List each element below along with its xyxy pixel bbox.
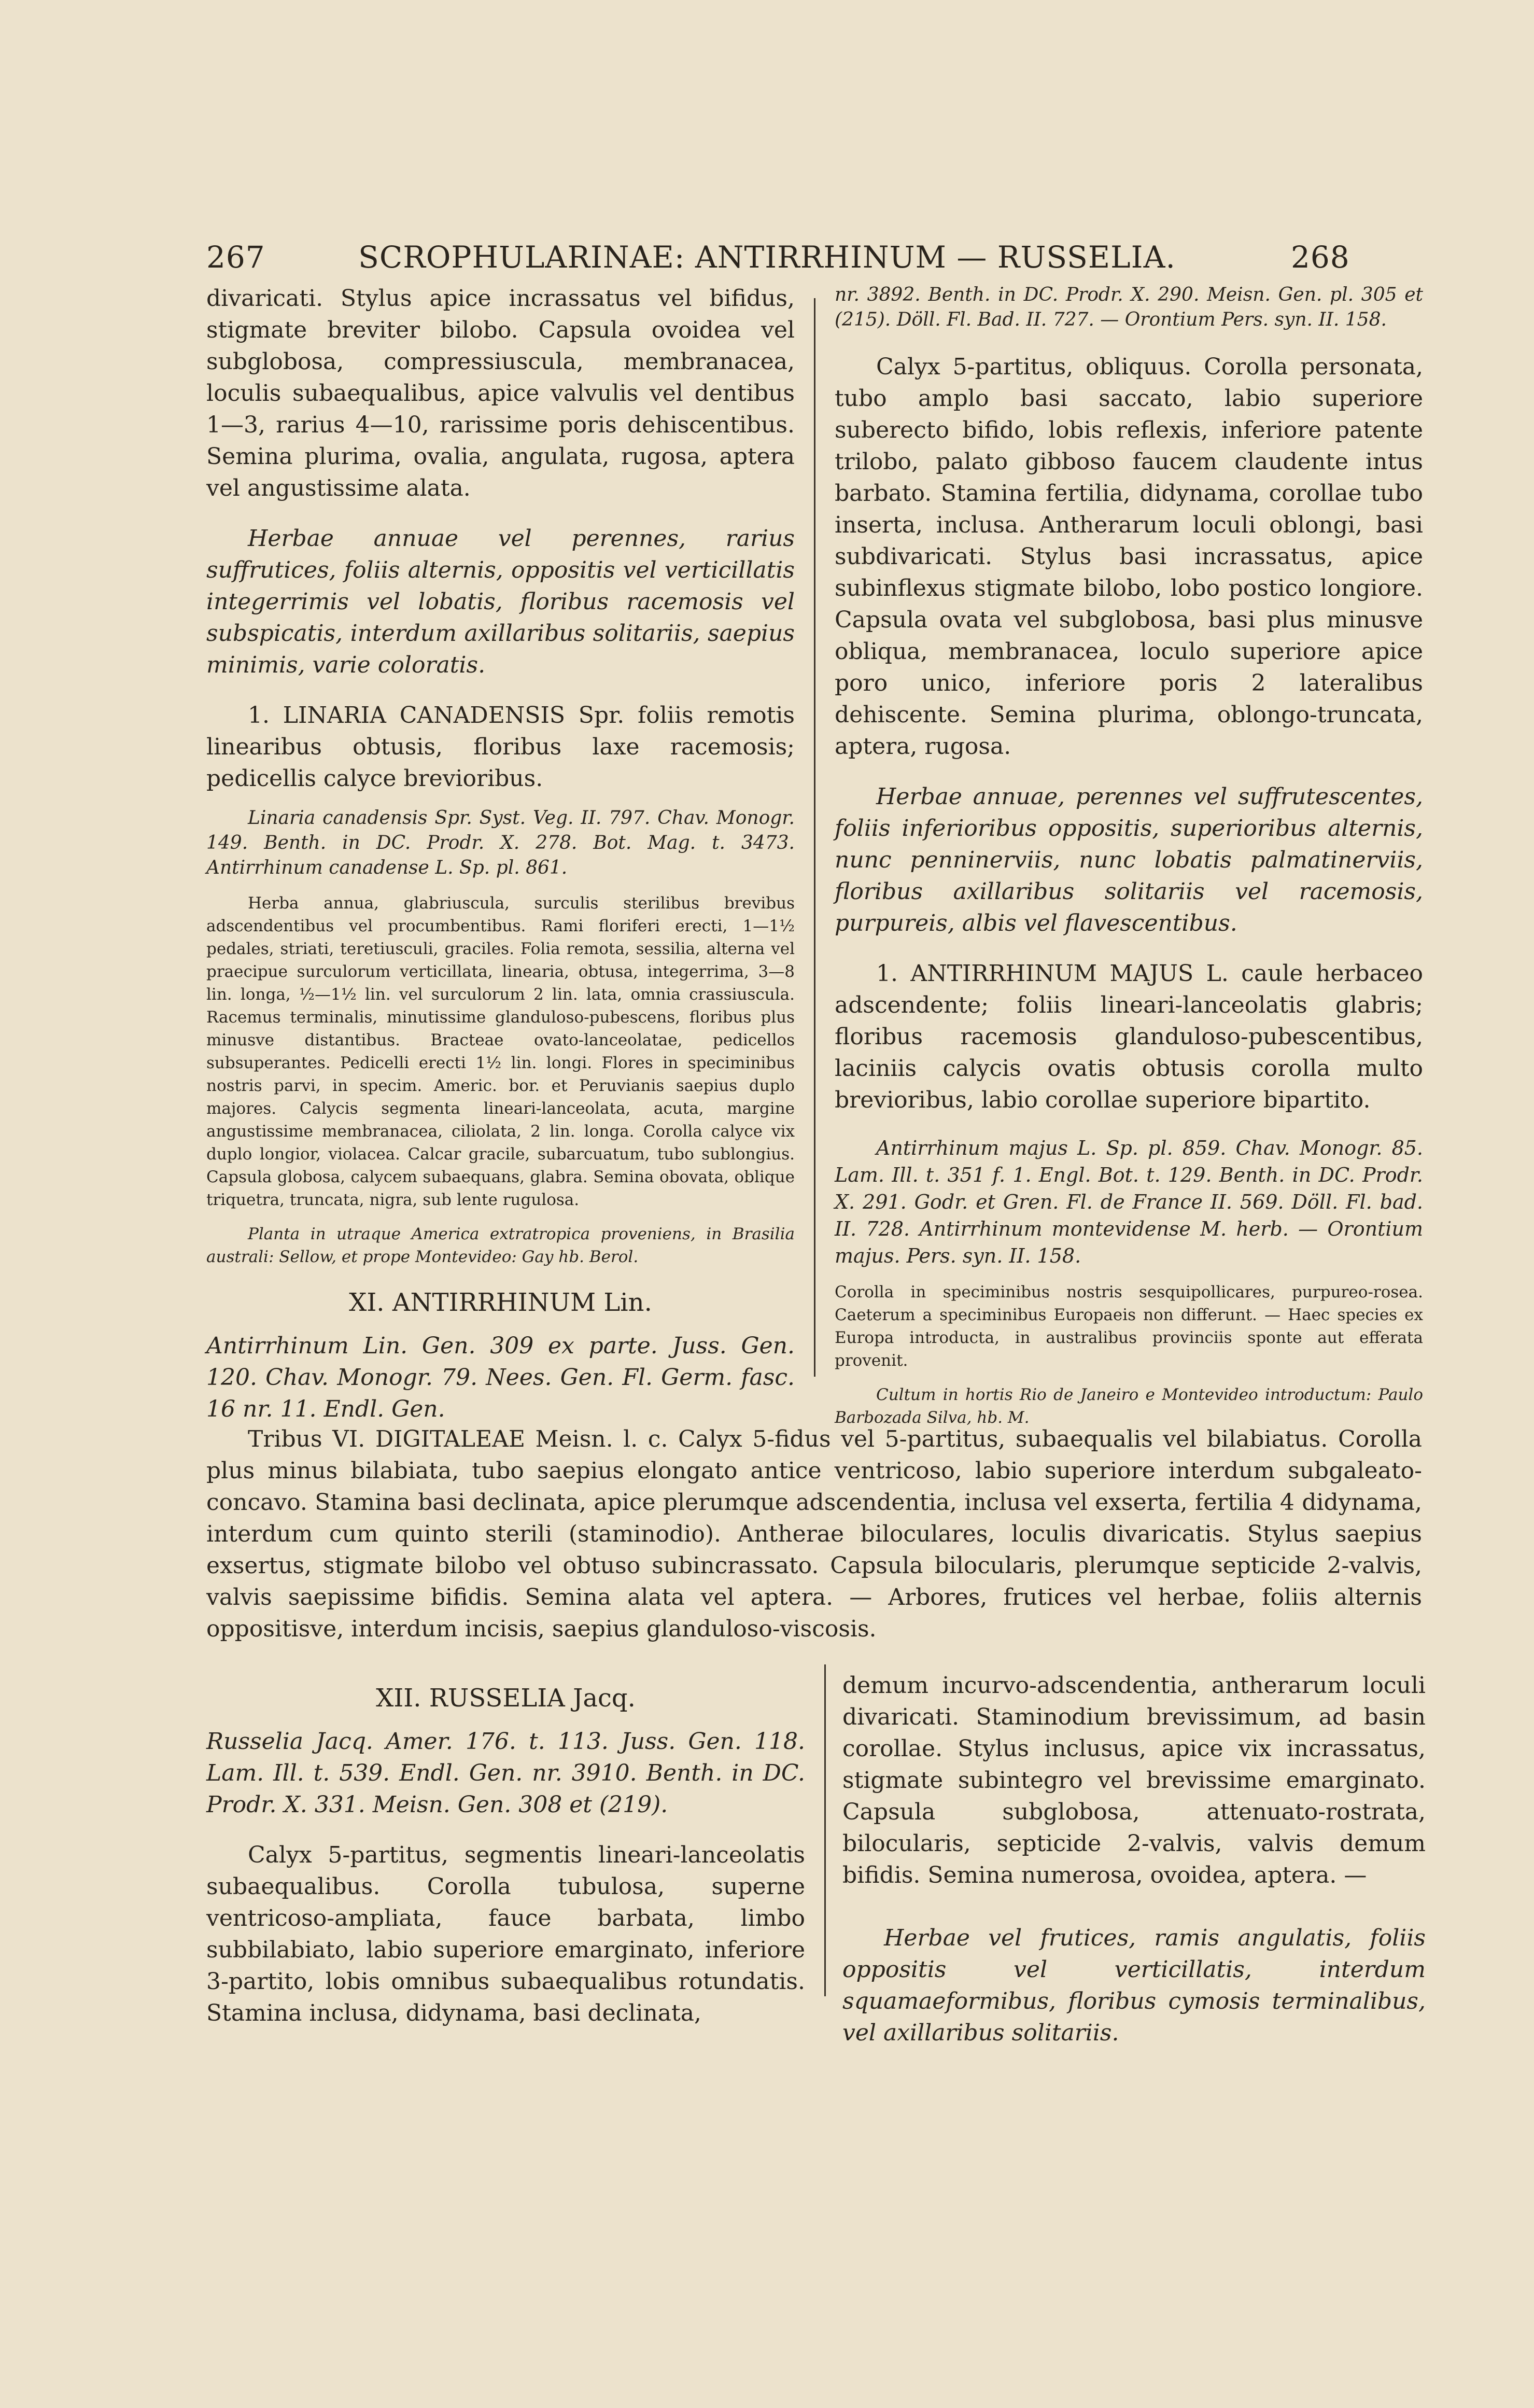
running-title: SCROPHULARINAE: ANTIRRHINUM — RUSSELIA. [358,240,1176,275]
genus-heading: XII. RUSSELIA Jacq. [376,1684,636,1713]
page-number-right: 268 [1291,240,1350,275]
tribus-text: Tribus VI. DIGITALEAE Meisn. l. c. Calyx 5-fidus vel 5-partitus, subaequalis vel bilabiatus. Corolla plus minus bilabiata, tubo saepius elongato antice ventricoso, labio superiore interdum subgaleato-concavo. Stamina basi declinata, apice plerumque adscendentia, inclusa vel exserta, fertilia 4 didynama, interdum cum quinto sterili (staminodio). Antherae biloculares, loculis divaricatis. Stylus saepius exsertus, stigmate bilobo vel obtuso subincrassato. Capsula bilocularis, plerumque septicide 2-valvis, valvis saepissime bifidis. Semina alata vel aptera. — Arbores, frutices vel herbae, foliis alternis oppositisve, interdum incisis, saepius glanduloso-viscosis. [206,1426,1422,1642]
genus-references: Antirrhinum Lin. Gen. 309 ex parte. Juss. Gen. 120. Chav. Monogr. 79. Nees. Gen. Fl. Germ. fasc. 16 nr. 11. Endl. Gen. [206,1333,795,1422]
synonymy: Linaria canadensis Spr. Syst. Veg. II. 797. Chav. Monogr. 149. Benth. in DC. Prodr. X. 278. Bot. Mag. t. 3473. Antirrhinum canadense L. Sp. pl. 861. [206,807,795,878]
paragraph: divaricati. Stylus apice incrassatus vel bifidus, stigmate breviter bilobo. Capsula ovoidea vel subglobosa, compressiuscula, membranacea, loculis subaequalibus, apice valvulis vel dentibus 1—3, rarius 4—10, rarissime poris dehiscentibus. Semina plurima, ovalia, angulata, rugosa, aptera vel angustissime alata. [206,285,795,501]
species-description: Herba annua, glabriuscula, surculis sterilibus brevibus adscendentibus vel procumbentibus. Rami floriferi erecti, 1—1½ pedales, striati, teretiusculi, graciles. Folia remota, sessilia, alterna vel praecipue surculorum verticillata, linearia, obtusa, integerrima, 3—8 lin. longa, ½—1½ lin. vel surculorum 2 lin. lata, omnia crassiuscula. Racemus terminalis, minutissime glanduloso-pubescens, floribus plus minusve distantibus. Bracteae ovato-lanceolatae, pedicellos subsuperantes. Pedicelli erecti 1½ lin. longi. Flores in speciminibus nostris parvi, in specim. Americ. bor. et Peruvianis saepius duplo majores. Calycis segmenta lineari-lanceolata, acuta, margine angustissime membranacea, ciliolata, 2 lin. longa. Corolla calyce vix duplo longior, violacea. Calcar gracile, subarcuatum, tubo sublongius. Capsula globosa, calycem subaequans, glabra. Semina obovata, oblique triquetra, truncata, nigra, sub lente rugulosa. [206,894,795,1209]
tribus-description [206,1423,1422,1645]
genus-description: Calyx 5-partitus, obliquus. Corolla personata, tubo amplo basi saccato, labio superiore suberecto bifido, lobis reflexis, inferiore patente trilobo, palato gibboso faucem claudente intus barbato. Stamina fertilia, didynama, corollae tubo inserta, inclusa. Antherarum loculi oblongi, basi subdivaricati. Stylus basi incrassatus, apice subinflexus stigmate bilobo, lobo postico longiore. Capsula ovata vel subglobosa, basi plus minusve obliqua, membranacea, loculo superiore apice poro unico, inferiore poris 2 lateralibus dehiscente. Semina plurima, oblongo-truncata, aptera, rugosa. [835,354,1423,760]
genus-description: Calyx 5-partitus, segmentis lineari-lanceolatis subaequalibus. Corolla tubulosa, superne ventricoso-ampliata, fauce barbata, limbo subbilabiato, labio superiore emarginato, inferiore 3-partito, lobis omnibus subaequalibus rotundatis. Stamina inclusa, didynama, basi declinata, [206,1842,805,2026]
species-notes: Corolla in speciminibus nostris sesquipollicares, purpureo-rosea. Caeterum a speciminibus Europaeis non differunt. — Haec species ex Europa introducta, in australibus provinciis sponte aut efferata provenit. [835,1283,1423,1370]
genus-references-cont: nr. 3892. Benth. in DC. Prodr. X. 290. Meisn. Gen. pl. 305 et (215). Döll. Fl. Bad. II. 727. — Orontium Pers. syn. II. 158. [835,284,1423,330]
column-divider-bottom [824,1664,826,1996]
column-divider-top [814,298,815,1377]
genus-references: Russelia Jacq. Amer. 176. t. 113. Juss. Gen. 118. Lam. Ill. t. 539. Endl. Gen. nr. 3910. Benth. in DC. Prodr. X. 331. Meisn. Gen. 308 et (219). [206,1728,805,1818]
synonymy: Antirrhinum majus L. Sp. pl. 859. Chav. Monogr. 85. Lam. Ill. t. 351 f. 1. Engl. Bot. t. 129. Benth. in DC. Prodr. X. 291. Godr. et Gren. Fl. de France II. 569. Döll. Fl. bad. II. 728. Antirrhinum montevidense M. herb. — Orontium majus. Pers. syn. II. 158. [835,1137,1423,1267]
species-diagnosis: 1. LINARIA CANADENSIS Spr. foliis remotis linearibus obtusis, floribus laxe racemosis; pedicellis calyce brevioribus. [206,702,795,792]
genus-habit: Herbae annuae, perennes vel suffrutescentes, foliis inferioribus oppositis, superioribus alternis, nunc penninerviis, nunc lobatis palmatinerviis, floribus axillaribus solitariis vel racemosis, purpureis, albis vel flavescentibus. [835,783,1423,936]
left-column [206,283,795,1425]
genus-heading: XI. ANTIRRHINUM Lin. [349,1288,652,1317]
genus-habit: Herbae vel frutices, ramis angulatis, foliis oppositis vel verticillatis, interdum squamaeformibus, floribus cymosis terminalibus, vel axillaribus solitariis. [842,1925,1426,2046]
species-diagnosis: 1. ANTIRRHINUM MAJUS L. caule herbaceo adscendente; foliis lineari-lanceolatis glabris; floribus racemosis glanduloso-pubescentibus, laciniis calycis ovatis obtusis corolla multo brevioribus, labio corollae superiore bipartito. [835,960,1423,1113]
bottom-right-column [842,1670,1426,2049]
bottom-left-column [206,1683,805,2029]
page-number-left: 267 [206,240,265,275]
right-column [835,283,1423,1429]
distribution: Cultum in hortis Rio de Janeiro e Montevideo introductum: Paulo Barbozada Silva, hb. M. [835,1385,1423,1427]
genus-description-cont: demum incurvo-adscendentia, antherarum loculi divaricati. Staminodium brevissimum, ad basin corollae. Stylus inclusus, apice vix incrassatus, stigmate subintegro vel brevissime emarginato. Capsula subglobosa, attenuato-rostrata, bilocularis, septicide 2-valvis, valvis demum bifidis. Semina numerosa, ovoidea, aptera. — [842,1672,1426,1888]
distribution: Planta in utraque America extratropica proveniens, in Brasilia australi: Sellow, et prope Montevideo: Gay hb. Berol. [206,1225,795,1266]
genus-habit: Herbae annuae vel perennes, rarius suffrutices, foliis alternis, oppositis vel verticillatis integerrimis vel lobatis, floribus racemosis vel subspicatis, interdum axillaribus solitariis, saepius minimis, varie coloratis. [206,525,795,678]
